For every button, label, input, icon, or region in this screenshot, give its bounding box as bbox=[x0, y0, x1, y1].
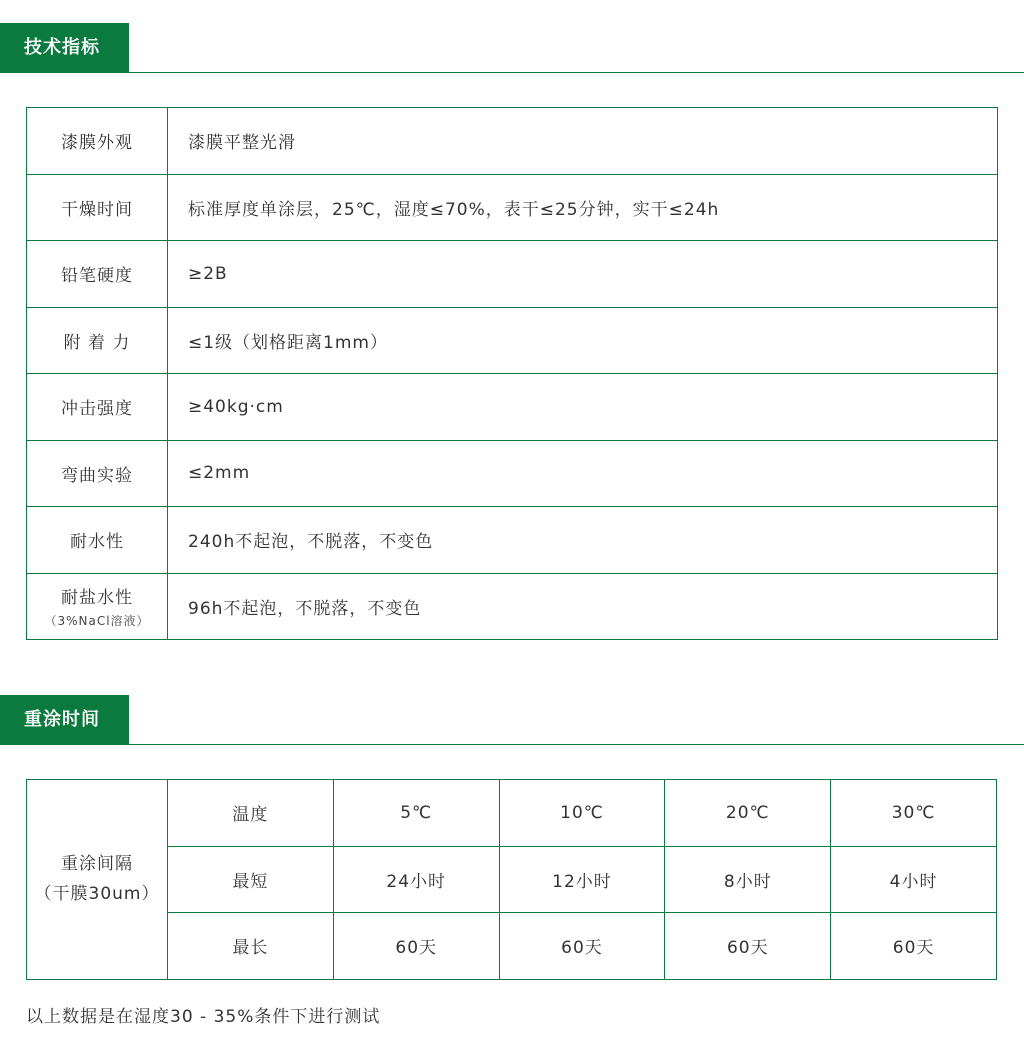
spec-label: 漆膜外观 bbox=[27, 108, 168, 175]
table-row bbox=[27, 780, 997, 847]
spec-value: 漆膜平整光滑 bbox=[168, 108, 998, 175]
table-cell: 4小时 bbox=[831, 846, 997, 913]
table-cell: 20℃ bbox=[665, 780, 831, 847]
table-cell: 30℃ bbox=[831, 780, 997, 847]
spec-value: 240h不起泡，不脱落，不变色 bbox=[168, 507, 998, 574]
table-row bbox=[27, 374, 998, 441]
row-header-min: 最短 bbox=[168, 846, 334, 913]
table-cell: 60天 bbox=[831, 913, 997, 980]
spec-label: 耐盐水性 bbox=[61, 588, 133, 609]
table-row bbox=[27, 846, 997, 913]
spec-label: 耐水性 bbox=[27, 507, 168, 574]
table-row bbox=[27, 108, 998, 175]
spec-sublabel: （3%NaCl溶液） bbox=[44, 614, 150, 629]
section-header-tech-specs bbox=[0, 23, 1024, 73]
table-row bbox=[27, 174, 998, 241]
spec-value: 96h不起泡，不脱落，不变色 bbox=[168, 573, 998, 640]
spec-value: ≥2B bbox=[168, 241, 998, 308]
table-row bbox=[27, 307, 998, 374]
spec-value: 标准厚度单涂层，25℃，湿度≤70%，表干≤25分钟，实干≤24h bbox=[168, 174, 998, 241]
spec-label: 干燥时间 bbox=[27, 174, 168, 241]
table-row bbox=[27, 241, 998, 308]
table-cell: 60天 bbox=[499, 913, 665, 980]
spec-label: 弯曲实验 bbox=[27, 440, 168, 507]
section-header-recoat bbox=[0, 695, 1024, 745]
table-cell: 12小时 bbox=[499, 846, 665, 913]
table-cell: 60天 bbox=[333, 913, 499, 980]
table-cell: 8小时 bbox=[665, 846, 831, 913]
footnote: 以上数据是在湿度30 - 35%条件下进行测试 bbox=[26, 1007, 381, 1027]
table-row bbox=[27, 507, 998, 574]
spec-label: 铅笔硬度 bbox=[27, 241, 168, 308]
spec-label-cell bbox=[27, 573, 168, 640]
row-header-temperature: 温度 bbox=[168, 780, 334, 847]
recoat-table bbox=[26, 779, 997, 980]
spec-value: ≤2mm bbox=[168, 440, 998, 507]
section-divider bbox=[129, 744, 1024, 745]
section-title-tech-specs: 技术指标 bbox=[0, 23, 129, 73]
table-cell: 24小时 bbox=[333, 846, 499, 913]
table-row bbox=[27, 913, 997, 980]
table-cell: 5℃ bbox=[333, 780, 499, 847]
spec-value: ≥40kg·cm bbox=[168, 374, 998, 441]
table-cell: 60天 bbox=[665, 913, 831, 980]
row-header-max: 最长 bbox=[168, 913, 334, 980]
recoat-group-label-line1: 重涂间隔 bbox=[61, 854, 133, 875]
tech-specs-table bbox=[26, 107, 998, 640]
spec-label: 冲击强度 bbox=[27, 374, 168, 441]
section-divider bbox=[129, 72, 1024, 73]
table-row bbox=[27, 573, 998, 640]
recoat-group-label bbox=[27, 780, 168, 980]
recoat-group-label-line2: （干膜30um） bbox=[34, 884, 160, 905]
spec-value: ≤1级（划格距离1mm） bbox=[168, 307, 998, 374]
table-cell: 10℃ bbox=[499, 780, 665, 847]
table-row bbox=[27, 440, 998, 507]
spec-label: 附 着 力 bbox=[27, 307, 168, 374]
section-title-recoat: 重涂时间 bbox=[0, 695, 129, 745]
